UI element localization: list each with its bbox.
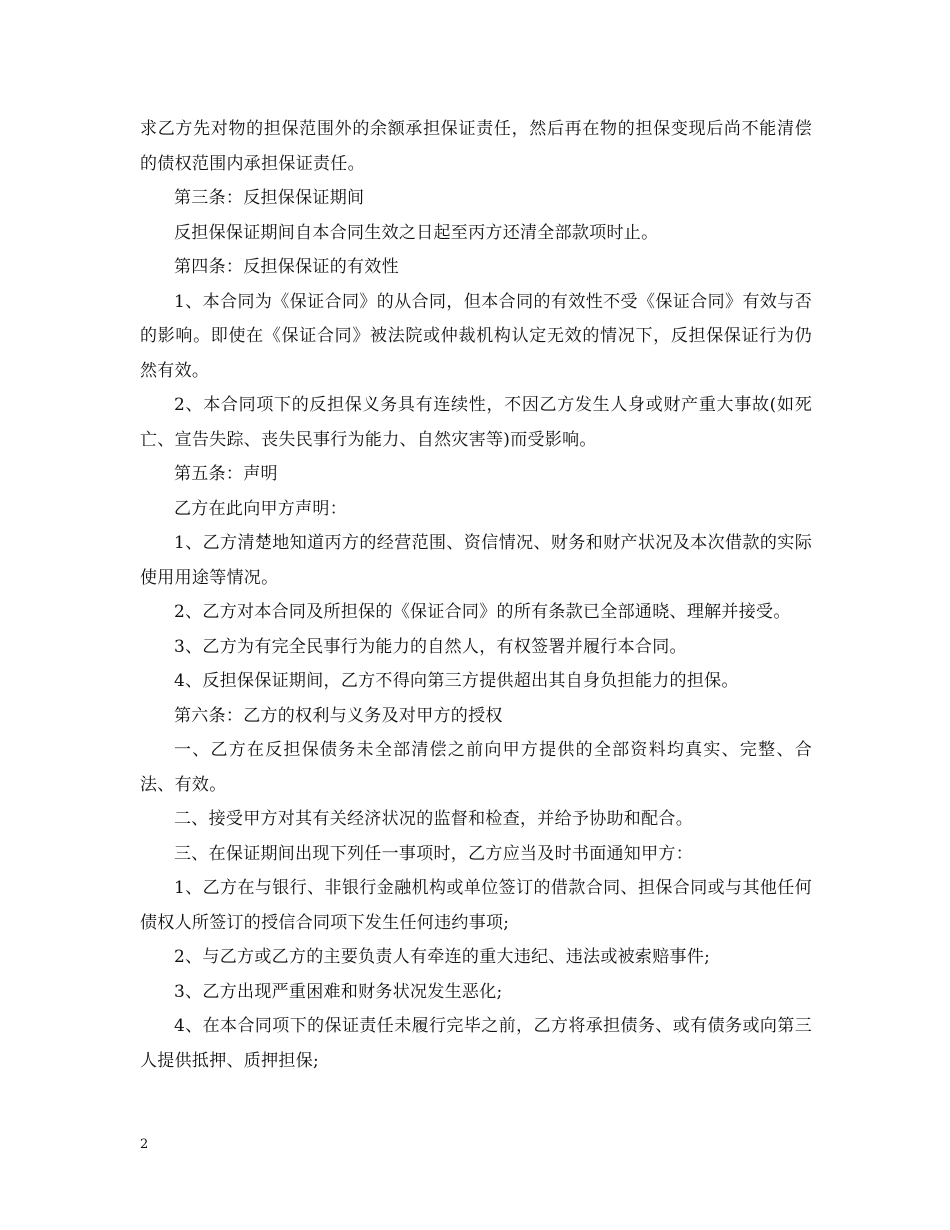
paragraph: 3、乙方出现严重困难和财务状况发生恶化; — [174, 981, 503, 1002]
paragraph: 第六条：乙方的权利与义务及对甲方的授权 — [174, 705, 503, 726]
paragraph: 第五条：声明 — [174, 464, 278, 484]
paragraph: 求乙方先对物的担保范围外的余额承担保证责任，然后再在物的担保变现后尚不能清偿的债权范围内承担保证责任。 — [140, 119, 812, 174]
paragraph: 2、与乙方或乙方的主要负责人有牵连的重大违纪、违法或被索赔事件; — [174, 947, 711, 967]
paragraph: 一、乙方在反担保债务未全部清偿之前向甲方提供的全部资料均真实、完整、合法、有效。 — [140, 740, 812, 795]
paragraph: 反担保保证期间自本合同生效之日起至丙方还清全部款项时止。 — [174, 222, 659, 243]
paragraph: 三、在保证期间出现下列任一事项时，乙方应当及时书面通知甲方： — [174, 843, 693, 864]
page-number: 2 — [140, 1137, 149, 1152]
document-body — [140, 112, 812, 1078]
paragraph: 1、本合同为《保证合同》的从合同，但本合同的有效性不受《保证合同》有效与否的影响。即使在《保证合同》被法院或仲裁机构认定无效的情况下，反担保保证行为仍然有效。 — [140, 291, 812, 381]
paragraph: 1、乙方在与银行、非银行金融机构或单位签订的借款合同、担保合同或与其他任何债权人所签订的授信合同项下发生任何违约事项; — [140, 878, 812, 933]
paragraph: 第四条：反担保保证的有效性 — [174, 257, 399, 277]
paragraph: 2、乙方对本合同及所担保的《保证合同》的所有条款已全部通晓、理解并接受。 — [174, 602, 791, 622]
paragraph: 3、乙方为有完全民事行为能力的自然人，有权签署并履行本合同。 — [174, 636, 687, 657]
paragraph: 4、在本合同项下的保证责任未履行完毕之前，乙方将承担债务、或有债务或向第三人提供抵押、质押担保; — [140, 1016, 812, 1071]
paragraph: 乙方在此向甲方声明： — [174, 498, 347, 519]
paragraph: 2、本合同项下的反担保义务具有连续性，不因乙方发生人身或财产重大事故(如死亡、宣告失踪、丧失民事行为能力、自然灾害等)而受影响。 — [140, 395, 812, 450]
paragraph: 4、反担保保证期间，乙方不得向第三方提供超出其自身负担能力的担保。 — [174, 671, 739, 691]
paragraph: 1、乙方清楚地知道丙方的经营范围、资信情况、财务和财产状况及本次借款的实际使用用途等情况。 — [140, 533, 812, 588]
paragraph: 二、接受甲方对其有关经济状况的监督和检查，并给予协助和配合。 — [174, 809, 693, 829]
paragraph: 第三条：反担保保证期间 — [174, 188, 365, 208]
